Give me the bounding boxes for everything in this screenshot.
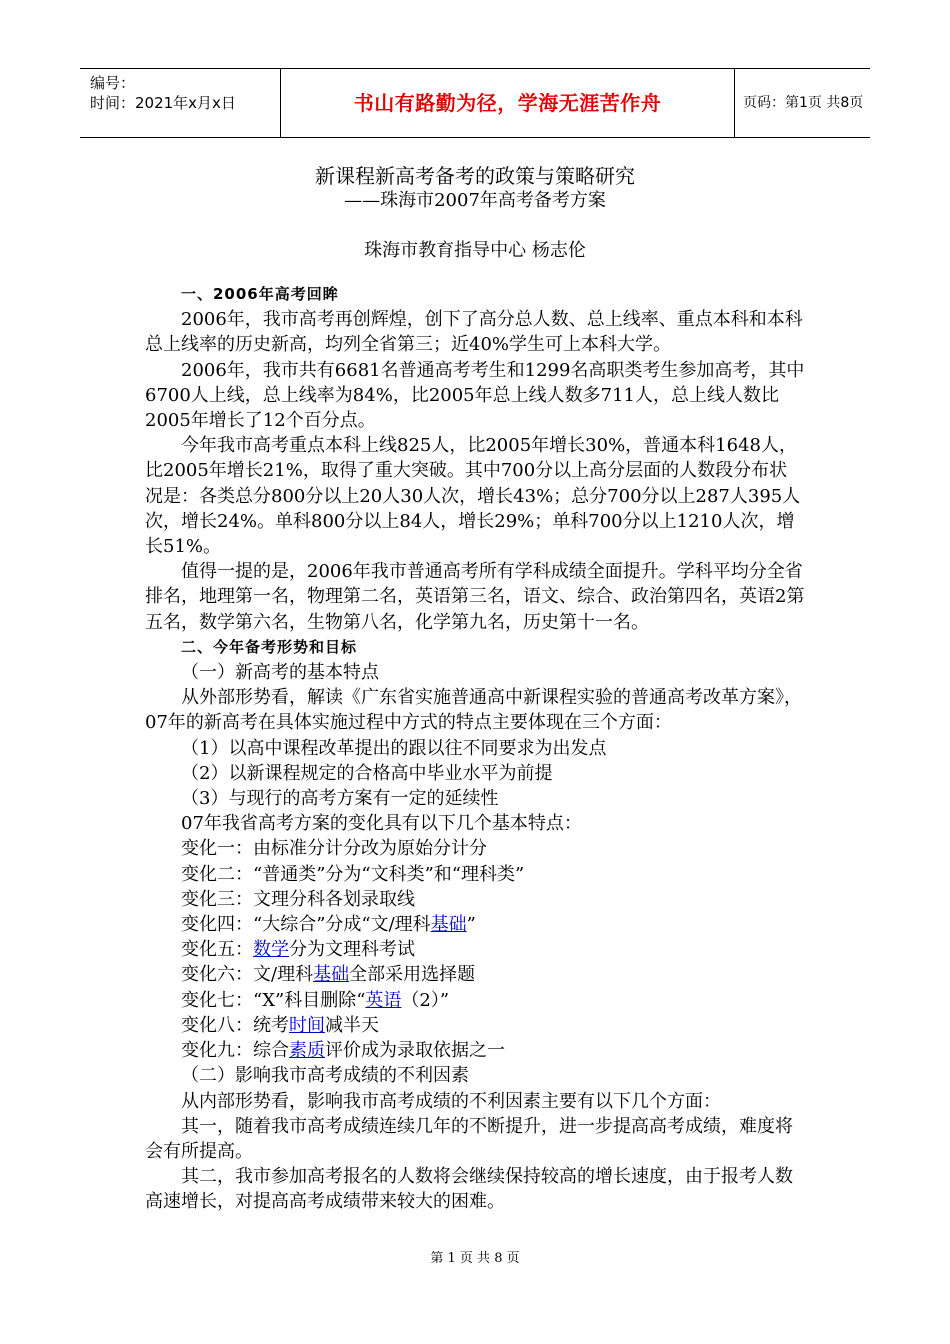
link-shuxue[interactable]: 数学 [253, 939, 289, 961]
paragraph: 值得一提的是，2006年我市普通高考所有学科成绩全面提升。学科平均分全省排名，地理第一名，物理第二名，英语第三名，语文、综合、政治第四名，英语2第五名，数学第六名，生物第八名，化学第九名，历史第十一名。 [145, 561, 805, 633]
paragraph: 07年我省高考方案的变化具有以下几个基本特点： [181, 813, 582, 835]
link-jichu[interactable]: 基础 [313, 964, 350, 986]
list-item: （2）以新课程规定的合格高中毕业水平为前提 [181, 762, 553, 784]
paragraph: 2006年，我市高考再创辉煌，创下了高分总人数、总上线率、重点本科和本科总上线率的历史新高，均列全省第三；近40%学生可上本科大学。 [145, 309, 803, 356]
paragraph: 其一，随着我市高考成绩连续几年的不断提升，进一步提高高考成绩，难度将会有所提高。 [145, 1115, 793, 1162]
change-text: 变化七：“X”科目删除“ [181, 989, 366, 1011]
paragraph: 今年我市高考重点本科上线825人，比2005年增长30%，普通本科1648人，比2005年增长21%，取得了重大突破。其中700分以上高分层面的人数段分布状况是：各类总分800分以上20人30人次，增长43%；总分700分以上287人395人次，增长24%。单科800分以上84人，增长29%；单科700分以上1210人次，增长51%。 [145, 435, 801, 558]
change-item: 变化二：“普通类”分为“文科类”和“理科类” [181, 863, 525, 885]
subsection-heading: （二）影响我市高考成绩的不利因素 [181, 1065, 469, 1087]
document-number-label: 编号： [90, 74, 136, 92]
page-footer: 第 1 页 共 8 页 [430, 1251, 520, 1266]
paragraph: 从外部形势看，解读《广东省实施普通高中新课程实验的普通高考改革方案》，07年的新高考在具体实施过程中方式的特点主要体现在三个方面： [145, 687, 802, 734]
change-item [145, 912, 805, 937]
document-author: 珠海市教育指导中心 杨志伦 [364, 240, 586, 261]
change-text: 变化八：统考 [181, 1014, 289, 1036]
section-heading: 一、2006年高考回眸 [181, 285, 339, 303]
change-text: 变化四：“大综合”分成“文/理科 [181, 914, 431, 936]
change-item: 变化三：文理分科各划录取线 [181, 888, 415, 910]
section-heading: 二、今年备考形势和目标 [181, 637, 358, 656]
header-info-cell [80, 69, 280, 137]
change-text: 变化五： [181, 939, 253, 961]
change-text: ” [466, 914, 476, 936]
document-body [145, 282, 805, 1215]
link-jichu[interactable]: 基础 [430, 914, 467, 936]
change-text: 评价成为录取依据之一 [325, 1040, 505, 1062]
change-item [145, 1038, 805, 1063]
link-suzhi[interactable]: 素质 [289, 1040, 325, 1062]
change-item [145, 937, 805, 962]
header-motto: 书山有路勤为径，学海无涯苦作舟 [353, 91, 662, 115]
paragraph: 其二，我市参加高考报名的人数将会继续保持较高的增长速度，由于报考人数高速增长，对提高高考成绩带来较大的困难。 [145, 1166, 793, 1213]
subsection-heading: （一）新高考的基本特点 [181, 662, 379, 684]
link-yingyu[interactable]: 英语 [365, 989, 402, 1011]
document-date-label: 时间：2021年x月x日 [90, 94, 236, 112]
paragraph: 从内部形势看，影响我市高考成绩的不利因素主要有以下几个方面： [181, 1090, 721, 1112]
change-item: 变化一：由标准分计分改为原始分计分 [181, 838, 487, 860]
change-item [145, 962, 805, 987]
change-item [145, 988, 805, 1013]
link-shijian[interactable]: 时间 [289, 1014, 325, 1036]
paragraph: 2006年，我市共有6681名普通高考考生和1299名高职类考生参加高考，其中6700人上线，总上线率为84%，比2005年总上线人数多711人，总上线人数比2005年增长了12个百分点。 [145, 359, 805, 432]
change-text: 变化九：综合 [181, 1040, 289, 1062]
change-text: 全部采用选择题 [349, 964, 476, 986]
change-text: 减半天 [325, 1014, 379, 1036]
header-page-info: 页码：第1页 共8页 [743, 95, 864, 111]
list-item: （1）以高中课程改革提出的跟以往不同要求为出发点 [181, 737, 607, 759]
list-item: （3）与现行的高考方案有一定的延续性 [181, 788, 499, 810]
page-header [80, 68, 870, 138]
document-subtitle: ——珠海市2007年高考备考方案 [344, 190, 606, 211]
change-item [145, 1013, 805, 1038]
document-title: 新课程新高考备考的政策与策略研究 [315, 164, 635, 188]
change-text: 变化六：文/理科 [181, 964, 314, 986]
change-text: 分为文理科考试 [289, 939, 415, 961]
change-text: （2）” [401, 989, 450, 1011]
